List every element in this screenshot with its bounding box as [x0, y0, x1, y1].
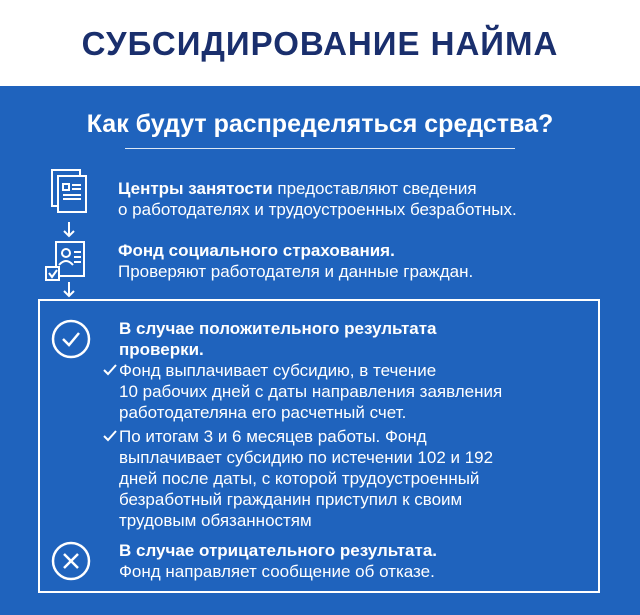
x-circle-icon	[50, 540, 92, 582]
step-fund-line2: Проверяют работодателя и данные граждан.	[118, 262, 474, 281]
step-fund-bold: Фонд социального страхования.	[118, 241, 395, 260]
step-centers	[118, 178, 517, 220]
positive-title-line1: В случае положительного результата	[119, 319, 437, 338]
checkmark-icon	[103, 429, 117, 443]
positive-bullet-2-text: По итогам 3 и 6 месяцев работы. Фонд выплачивает субсидию по истечении 102 и 192 дней после даты, с которой трудоустроенный безработный гражданин приступил к своим трудовым обязанностям	[119, 427, 494, 530]
positive-title	[119, 318, 437, 360]
page-title: СУБСИДИРОВАНИЕ НАЙМА	[81, 25, 559, 62]
header	[0, 0, 640, 86]
step-fund	[118, 240, 473, 282]
step-centers-line2: о работодателях и трудоустроенных безработных.	[118, 200, 517, 219]
negative-body: Фонд направляет сообщение об отказе.	[119, 562, 435, 581]
profile-check-icon	[44, 240, 90, 286]
subtitle: Как будут распределяться средства?	[86, 110, 554, 138]
step-centers-rest: предоставляют сведения	[272, 179, 477, 198]
positive-title-line2: проверки.	[119, 340, 204, 359]
arrow-down-icon	[62, 222, 76, 238]
subtitle-divider	[125, 148, 515, 149]
step-centers-bold: Центры занятости	[118, 179, 273, 198]
checkmark-icon	[103, 363, 117, 377]
documents-icon	[48, 168, 88, 220]
check-circle-icon	[50, 318, 92, 360]
negative-title: В случае отрицательного результата.	[119, 541, 438, 560]
arrow-down-icon-2	[62, 282, 76, 298]
positive-bullet-1-text: Фонд выплачивает субсидию, в течение 10 рабочих дней с даты направления заявления работодателяна его расчетный счет.	[119, 361, 503, 422]
